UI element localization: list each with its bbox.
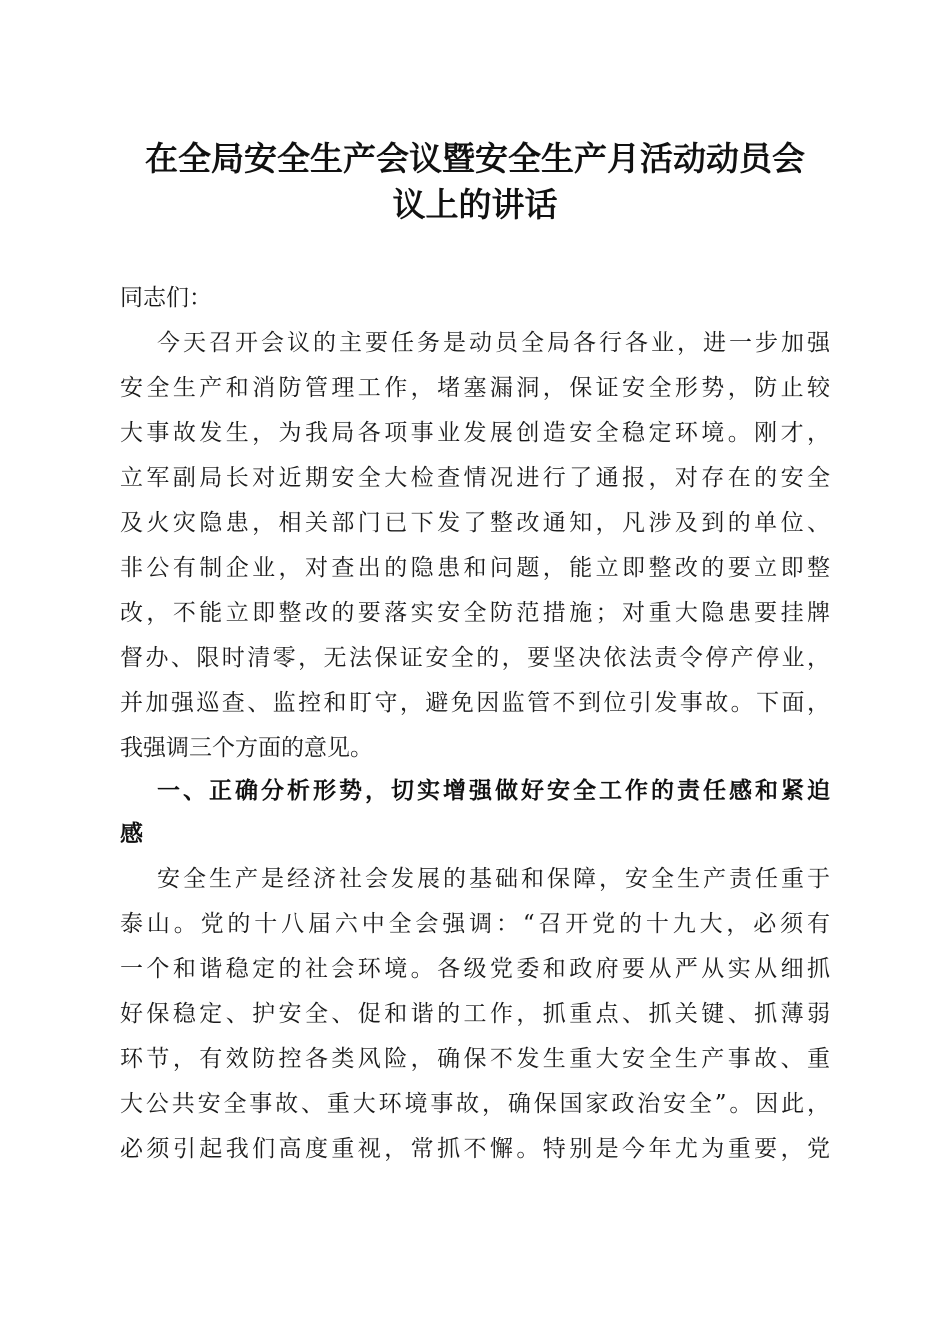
paragraph-2-line: 一个和谐稳定的社会环境。各级党委和政府要从严从实从细抓 — [120, 956, 830, 982]
section-1-heading-line: 感 — [120, 821, 143, 847]
paragraph-2-line: 大公共安全事故、重大环境事故，确保国家政治安全”。因此， — [120, 1091, 830, 1117]
section-1-heading-line: 一、正确分析形势，切实增强做好安全工作的责任感和紧迫 — [157, 778, 830, 804]
paragraph-1-line: 改，不能立即整改的要落实安全防范措施；对重大隐患要挂牌 — [120, 600, 830, 626]
paragraph-1-line: 及火灾隐患，相关部门已下发了整改通知，凡涉及到的单位、 — [120, 510, 830, 536]
paragraph-2-line: 泰山。党的十八届六中全会强调：“召开党的十九大，必须有 — [120, 911, 830, 937]
paragraph-1-line: 今天召开会议的主要任务是动员全局各行各业，进一步加强 — [157, 330, 830, 356]
paragraph-1-line: 非公有制企业，对查出的隐患和问题，能立即整改的要立即整 — [120, 555, 830, 581]
paragraph-2-line: 好保稳定、护安全、促和谐的工作，抓重点、抓关键、抓薄弱 — [120, 1001, 830, 1027]
document-title-line-1: 在全局安全生产会议暨安全生产月活动动员会 — [145, 139, 805, 178]
document-title-line-2: 议上的讲话 — [392, 185, 558, 224]
paragraph-2-line: 安全生产是经济社会发展的基础和保障，安全生产责任重于 — [157, 866, 830, 892]
paragraph-1-line: 立军副局长对近期安全大检查情况进行了通报，对存在的安全 — [120, 465, 830, 491]
paragraph-1-line: 并加强巡查、监控和盯守，避免因监管不到位引发事故。下面， — [120, 690, 830, 716]
salutation: 同志们： — [120, 285, 212, 311]
paragraph-2-line: 环节，有效防控各类风险，确保不发生重大安全生产事故、重 — [120, 1046, 830, 1072]
paragraph-2-line: 必须引起我们高度重视，常抓不懈。特别是今年尤为重要，党 — [120, 1136, 830, 1162]
paragraph-1-line: 我强调三个方面的意见。 — [120, 735, 373, 761]
paragraph-1-line: 督办、限时清零，无法保证安全的，要坚决依法责令停产停业， — [120, 645, 830, 671]
paragraph-1-line: 大事故发生，为我局各项事业发展创造安全稳定环境。刚才， — [120, 420, 830, 446]
paragraph-1-line: 安全生产和消防管理工作，堵塞漏洞，保证安全形势，防止较 — [120, 375, 830, 401]
